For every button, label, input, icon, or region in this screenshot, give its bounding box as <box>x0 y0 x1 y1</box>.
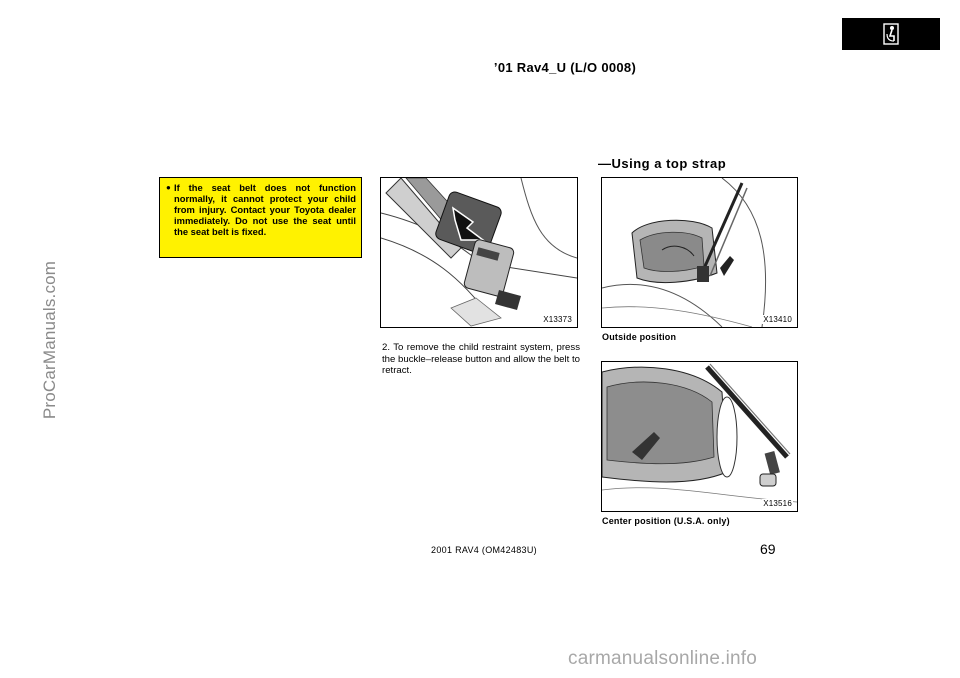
warning-text: If the seat belt does not function normally, it cannot protect your child from injury. Contact your Toyota dealer immediately. Do not use the seat until the seat belt is fixed. <box>174 182 356 237</box>
header-title: ’01 Rav4_U (L/O 0008) <box>493 60 637 75</box>
buckle-illustration <box>381 178 577 327</box>
outside-position-illustration <box>602 178 797 327</box>
section-heading: —Using a top strap <box>598 156 727 171</box>
warning-box <box>159 177 362 258</box>
corner-tab <box>842 18 940 50</box>
page-number: 69 <box>760 541 776 557</box>
buckle-figure <box>380 177 578 328</box>
step-instruction: To remove the child restraint system, press the buckle–release button and allow the belt to retract. <box>382 342 580 376</box>
center-figure-code: X13516 <box>763 499 792 508</box>
outside-position-figure <box>601 177 798 328</box>
step-number: 2. <box>382 342 391 353</box>
bottom-watermark: carmanualsonline.info <box>568 648 758 669</box>
center-position-figure <box>601 361 798 512</box>
center-position-illustration <box>602 362 797 511</box>
footer-code: 2001 RAV4 (OM42483U) <box>431 545 537 555</box>
warning-bullet: ● <box>166 183 171 192</box>
child-restraint-icon <box>883 23 899 45</box>
outside-figure-code: X13410 <box>763 315 792 324</box>
side-watermark: ProCarManuals.com <box>40 260 59 420</box>
step-2-text <box>382 342 580 377</box>
center-position-caption: Center position (U.S.A. only) <box>602 516 730 526</box>
outside-position-caption: Outside position <box>602 332 677 342</box>
buckle-figure-code: X13373 <box>543 315 572 324</box>
